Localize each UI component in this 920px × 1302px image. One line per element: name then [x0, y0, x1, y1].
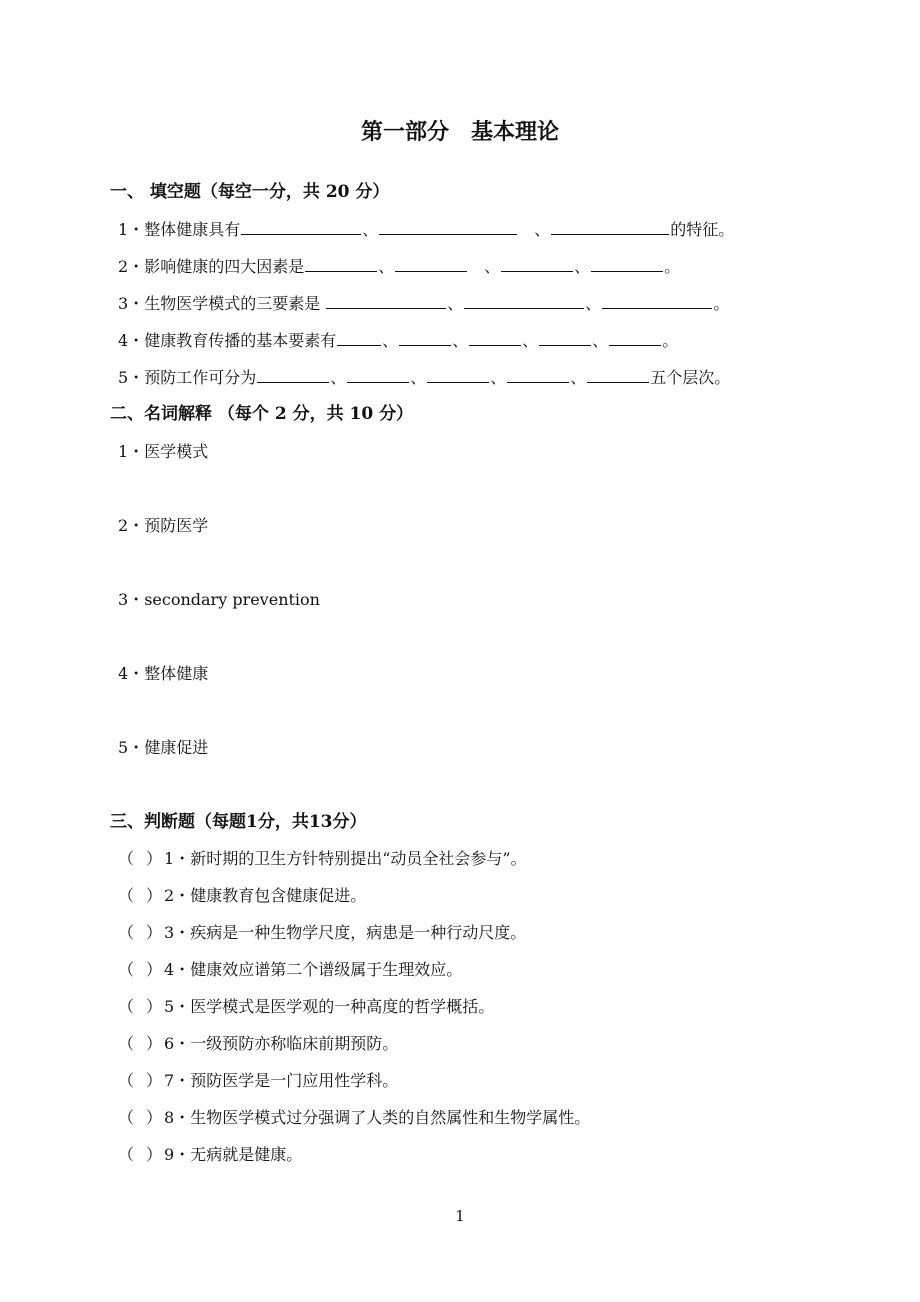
item-number: 3・ — [118, 590, 145, 609]
question-text: 预防工作可分为 — [144, 368, 257, 387]
term-text: secondary prevention — [144, 590, 320, 609]
answer-blank[interactable] — [591, 254, 663, 272]
left-paren: （ — [118, 1108, 135, 1127]
right-paren: ） — [146, 960, 163, 979]
section-heading-fill-in: 一、 填空题（每空一分，共 20 分） — [110, 182, 390, 202]
blank-separator: 、 — [592, 331, 609, 350]
statement-text: 生物医学模式过分强调了人类的自然属性和生物学属性。 — [190, 1108, 591, 1127]
question-text-end: 。 — [664, 257, 681, 276]
true-false-item-8 — [118, 1106, 590, 1130]
item-number: 5・ — [118, 738, 145, 757]
definition-item-4 — [118, 662, 208, 686]
question-text: 健康教育传播的基本要素有 — [144, 331, 337, 350]
true-false-item-9 — [118, 1143, 302, 1167]
item-number: 4・ — [118, 664, 145, 683]
item-number: 5・ — [164, 997, 191, 1016]
answer-blank[interactable] — [427, 365, 489, 383]
left-paren: （ — [118, 1071, 135, 1090]
answer-blank[interactable] — [257, 365, 329, 383]
answer-slot[interactable] — [118, 1106, 164, 1130]
item-number: 2・ — [118, 516, 145, 535]
question-number: 2・ — [118, 257, 145, 276]
answer-slot[interactable] — [118, 958, 164, 982]
left-paren: （ — [118, 886, 135, 905]
blank-separator: 、 — [574, 257, 591, 276]
answer-slot[interactable] — [118, 921, 164, 945]
answer-blank[interactable] — [379, 217, 517, 235]
answer-blank[interactable] — [469, 328, 521, 346]
answer-blank[interactable] — [501, 254, 573, 272]
statement-text: 医学模式是医学观的一种高度的哲学概括。 — [190, 997, 495, 1016]
item-number: 1・ — [118, 442, 145, 461]
question-text: 整体健康具有 — [144, 220, 241, 239]
question-number: 5・ — [118, 368, 145, 387]
answer-blank[interactable] — [399, 328, 451, 346]
true-false-item-1 — [118, 847, 527, 871]
fill-question-2 — [118, 254, 680, 279]
question-text-end: 五个层次。 — [650, 368, 731, 387]
true-false-item-4 — [118, 958, 462, 982]
answer-blank[interactable] — [507, 365, 569, 383]
page-number: 1 — [455, 1207, 465, 1225]
term-text: 医学模式 — [144, 442, 209, 461]
question-text-end: 。 — [713, 294, 730, 313]
true-false-item-5 — [118, 995, 494, 1019]
item-number: 1・ — [164, 849, 191, 868]
blank-separator: 、 — [410, 368, 427, 387]
blank-separator: 、 — [522, 331, 539, 350]
fill-question-5 — [118, 365, 730, 390]
blank-separator: 、 — [468, 257, 501, 276]
true-false-item-3 — [118, 921, 526, 945]
answer-blank[interactable] — [539, 328, 591, 346]
answer-slot[interactable] — [118, 1032, 164, 1056]
blank-separator: 、 — [518, 220, 551, 239]
right-paren: ） — [146, 1108, 163, 1127]
right-paren: ） — [146, 849, 163, 868]
question-number: 1・ — [118, 220, 145, 239]
blank-separator: 、 — [378, 257, 395, 276]
right-paren: ） — [146, 1145, 163, 1164]
left-paren: （ — [118, 1145, 135, 1164]
question-number: 4・ — [118, 331, 145, 350]
left-paren: （ — [118, 1034, 135, 1053]
right-paren: ） — [146, 997, 163, 1016]
question-number: 3・ — [118, 294, 145, 313]
answer-blank[interactable] — [551, 217, 669, 235]
statement-text: 无病就是健康。 — [190, 1145, 303, 1164]
item-number: 3・ — [164, 923, 191, 942]
left-paren: （ — [118, 960, 135, 979]
question-text: 生物医学模式的三要素是 — [144, 294, 326, 313]
answer-blank[interactable] — [337, 328, 381, 346]
term-text: 健康促进 — [144, 738, 209, 757]
answer-blank[interactable] — [326, 291, 446, 309]
answer-blank[interactable] — [609, 328, 661, 346]
answer-slot[interactable] — [118, 884, 164, 908]
answer-blank[interactable] — [305, 254, 377, 272]
fill-question-1 — [118, 217, 734, 242]
answer-slot[interactable] — [118, 847, 164, 871]
definition-item-5 — [118, 736, 208, 760]
term-text: 预防医学 — [144, 516, 209, 535]
blank-separator: 、 — [452, 331, 469, 350]
answer-blank[interactable] — [587, 365, 649, 383]
answer-slot[interactable] — [118, 1069, 164, 1093]
statement-text: 预防医学是一门应用性学科。 — [190, 1071, 399, 1090]
right-paren: ） — [146, 923, 163, 942]
section-heading-definitions: 二、名词解释 （每个 2 分，共 10 分） — [110, 404, 414, 424]
definition-item-3 — [118, 588, 320, 612]
true-false-item-6 — [118, 1032, 398, 1056]
left-paren: （ — [118, 923, 135, 942]
question-text-end: 。 — [662, 331, 679, 350]
left-paren: （ — [118, 849, 135, 868]
answer-slot[interactable] — [118, 995, 164, 1019]
right-paren: ） — [146, 1071, 163, 1090]
statement-text: 健康教育包含健康促进。 — [190, 886, 367, 905]
statement-text: 疾病是一种生物学尺度，病患是一种行动尺度。 — [190, 923, 527, 942]
item-number: 8・ — [164, 1108, 191, 1127]
answer-blank[interactable] — [395, 254, 467, 272]
statement-text: 新时期的卫生方针特别提出“动员全社会参与”。 — [190, 849, 527, 868]
blank-separator: 、 — [447, 294, 464, 313]
statement-text: 一级预防亦称临床前期预防。 — [190, 1034, 399, 1053]
answer-blank[interactable] — [347, 365, 409, 383]
right-paren: ） — [146, 1034, 163, 1053]
item-number: 4・ — [164, 960, 191, 979]
question-text: 影响健康的四大因素是 — [144, 257, 305, 276]
blank-separator: 、 — [490, 368, 507, 387]
fill-question-4 — [118, 328, 678, 353]
item-number: 7・ — [164, 1071, 191, 1090]
answer-blank[interactable] — [464, 291, 584, 309]
blank-separator: 、 — [330, 368, 347, 387]
true-false-item-2 — [118, 884, 366, 908]
blank-separator: 、 — [362, 220, 379, 239]
statement-text: 健康效应谱第二个谱级属于生理效应。 — [190, 960, 463, 979]
answer-blank[interactable] — [241, 217, 361, 235]
definition-item-1 — [118, 440, 208, 464]
left-paren: （ — [118, 997, 135, 1016]
term-text: 整体健康 — [144, 664, 209, 683]
true-false-item-7 — [118, 1069, 398, 1093]
blank-separator: 、 — [382, 331, 399, 350]
answer-slot[interactable] — [118, 1143, 164, 1167]
page-title: 第一部分 基本理论 — [360, 119, 559, 145]
blank-separator: 、 — [585, 294, 602, 313]
question-text-end: 的特征。 — [670, 220, 735, 239]
fill-question-3 — [118, 291, 729, 316]
right-paren: ） — [146, 886, 163, 905]
item-number: 6・ — [164, 1034, 191, 1053]
item-number: 2・ — [164, 886, 191, 905]
answer-blank[interactable] — [602, 291, 712, 309]
blank-separator: 、 — [570, 368, 587, 387]
definition-item-2 — [118, 514, 208, 538]
item-number: 9・ — [164, 1145, 191, 1164]
section-heading-true-false: 三、判断题（每题1分，共13分） — [110, 812, 367, 832]
